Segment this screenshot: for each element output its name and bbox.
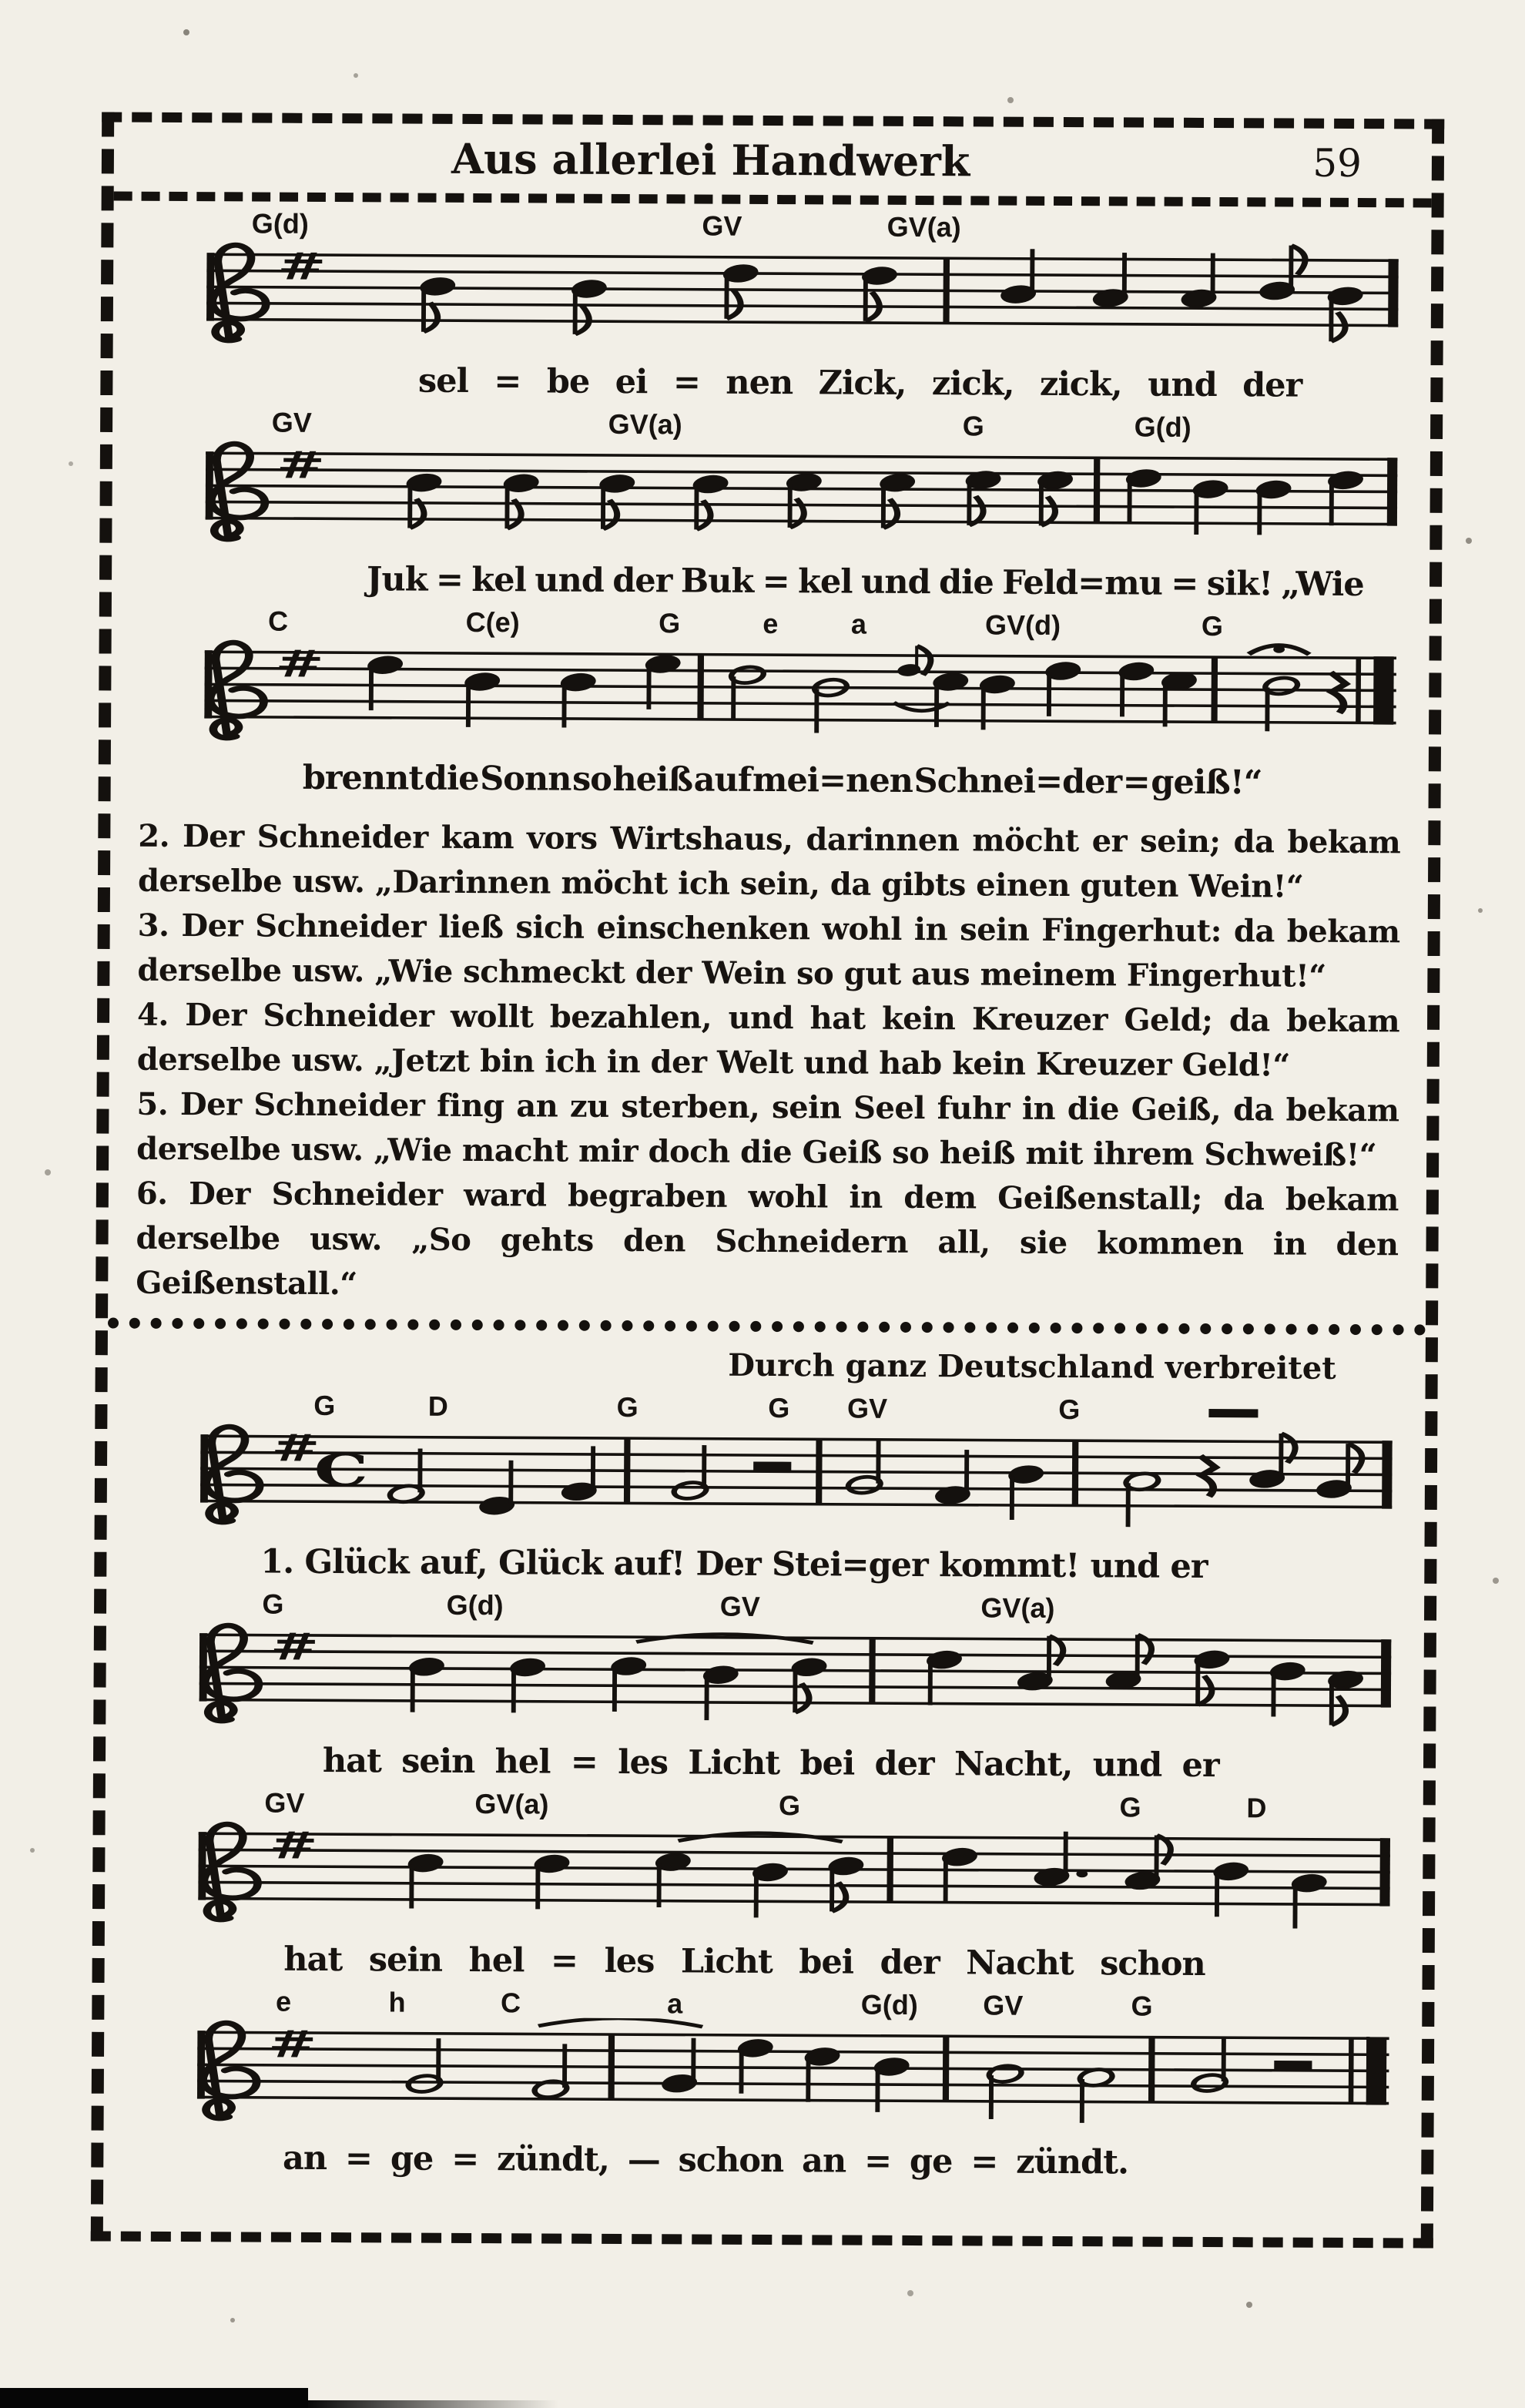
staff-system <box>132 1785 1396 1986</box>
verse: 5. Der Schneider fing an zu sterben, sein Seel fuhr in die Geiß, da bekam derselbe usw. „Wie macht mir doch die Geiß so heiß mit ihrem Schweiß!“ <box>136 1085 1399 1174</box>
staff-system <box>131 1984 1394 2185</box>
treble-clef-icon <box>210 642 264 738</box>
chord-row <box>141 206 1403 245</box>
scan-artifact-bar <box>0 2388 308 2408</box>
attribution: Durch ganz Deutschland verbreitet <box>728 1347 1336 1387</box>
lyric-syllable: auf, <box>419 1543 488 1583</box>
lyrics-line <box>140 360 1403 407</box>
lyric-syllable: = <box>1122 763 1150 802</box>
chord-label: GV(d) <box>984 609 1061 641</box>
chord-row <box>134 1586 1396 1625</box>
treble-clef-icon <box>212 245 266 340</box>
lyric-syllable: ei <box>615 362 648 402</box>
lyric-syllable: Nacht, <box>954 1745 1073 1785</box>
lyric-syllable: geiß!“ <box>1151 763 1262 803</box>
lyric-syllable: = <box>435 560 464 599</box>
lyric-syllable: und <box>1090 1547 1160 1586</box>
lyric-syllable: ge <box>390 2139 434 2178</box>
chord-label: a <box>850 608 867 640</box>
lyric-syllable: bei <box>799 1744 855 1783</box>
lyric-syllable: = <box>344 2139 373 2178</box>
chord-label: GV <box>719 1590 760 1622</box>
staff-system <box>140 206 1403 407</box>
music-staff-svg <box>131 2016 1394 2145</box>
key-signature-sharp-icon: # <box>271 1425 320 1471</box>
lyric-syllable: ge <box>909 2141 953 2182</box>
lyric-syllable: „Wie <box>1281 565 1364 605</box>
lyric-syllable: kel <box>471 560 527 600</box>
lyric-syllable: zick, <box>1039 364 1122 404</box>
lyric-syllable: Juk <box>366 560 427 599</box>
lyric-syllable: be <box>546 362 590 401</box>
key-signature-sharp-icon: # <box>267 2021 317 2067</box>
lyrics-line <box>131 2138 1393 2185</box>
lyric-syllable: Licht <box>688 1743 780 1783</box>
lyric-syllable: heiß <box>612 760 693 800</box>
lyric-syllable: = <box>570 1742 598 1782</box>
chord-label: GV <box>271 406 312 438</box>
lyric-syllable: Zick, <box>818 364 907 403</box>
lyric-syllable: = <box>550 1941 578 1980</box>
music-staff-svg <box>141 238 1404 367</box>
chord-label: G <box>962 410 984 442</box>
treble-clef-icon <box>204 1824 258 1920</box>
staff-system <box>134 1387 1397 1588</box>
lyric-syllable: = <box>863 2141 892 2181</box>
song2-staves <box>131 1387 1397 2185</box>
music-staff-svg <box>139 636 1402 764</box>
lyric-syllable: er <box>1170 1547 1208 1586</box>
treble-clef-icon <box>205 1625 259 1721</box>
verse: 3. Der Schneider ließ sich einschenken wohl in sein Fingerhut: da bekam derselbe usw. „Wie schmeckt der Wein so gut aus meinem Fingerhut!“ <box>137 907 1400 994</box>
chord-row <box>133 1785 1396 1824</box>
lyric-syllable: sel <box>417 361 469 401</box>
lyric-syllable: — <box>627 2141 660 2180</box>
treble-clef-icon <box>211 444 265 539</box>
music-staff-svg <box>133 1618 1396 1747</box>
page-header <box>142 122 1404 199</box>
lyric-syllable: les <box>618 1742 669 1783</box>
lyric-syllable: 1. <box>260 1542 294 1581</box>
page-title: Aus allerlei Handwerk <box>451 133 970 186</box>
lyric-syllable: = <box>762 562 789 602</box>
lyric-syllable: an <box>801 2141 846 2181</box>
lyrics-line <box>139 757 1401 804</box>
key-signature-sharp-icon: # <box>275 641 324 686</box>
chord-label: D <box>427 1390 448 1422</box>
key-signature-sharp-icon: # <box>277 243 327 289</box>
lyric-syllable: hel <box>494 1742 551 1782</box>
chord-label: GV <box>702 210 742 242</box>
lyric-syllable: kel <box>797 562 853 602</box>
chord-label: GV <box>846 1392 888 1424</box>
lyric-syllable: mei=nen <box>752 760 913 800</box>
lyric-syllable: sik! <box>1206 564 1273 604</box>
chord-label: G(d) <box>1134 411 1192 443</box>
lyric-syllable: Glück <box>304 1542 409 1582</box>
lyric-syllable: Stei=ger <box>771 1545 928 1585</box>
key-signature-sharp-icon: # <box>269 1823 318 1868</box>
lyric-syllable: der <box>612 561 672 601</box>
chord-label: e <box>762 607 779 640</box>
chord-label: G <box>659 607 681 639</box>
lyric-syllable: hat <box>283 1940 343 1980</box>
chord-label: G(d) <box>446 1588 504 1622</box>
lyric-syllable: schon <box>678 2141 784 2181</box>
lyric-syllable: an <box>282 2138 327 2178</box>
lyric-syllable: = <box>451 2139 479 2179</box>
lyric-syllable: Sonn <box>480 760 571 799</box>
lyric-syllable: les <box>604 1941 655 1981</box>
lyrics-line <box>134 1541 1396 1588</box>
lyrics-line <box>139 558 1402 605</box>
treble-clef-icon <box>206 1427 260 1522</box>
staff-system <box>139 404 1403 605</box>
chord-label: e <box>275 1985 292 2017</box>
lyric-syllable: zündt, <box>496 2140 610 2179</box>
chord-label: GV(a) <box>474 1788 549 1820</box>
lyric-syllable: Feld=mu <box>1002 563 1163 603</box>
verse: 4. Der Schneider wollt bezahlen, und hat kein Kreuzer Geld; da bekam derselbe usw. „Jetzt bin ich in der Welt und hab kein Kreuzer Geld!“ <box>136 996 1400 1084</box>
chord-label: C <box>267 605 289 637</box>
page-number: 59 <box>1312 140 1362 186</box>
lyric-syllable: und <box>1092 1746 1162 1785</box>
lyric-syllable: sein <box>368 1940 443 1980</box>
verse: 2. Der Schneider kam vors Wirtshaus, darinnen möcht er sein; da bekam derselbe usw. „Darinnen möcht ich sein, da gibts einen guten Wein!“ <box>137 817 1401 905</box>
chord-label: G <box>262 1588 284 1620</box>
lyric-syllable: = <box>672 363 701 402</box>
lyric-syllable: schon <box>1100 1944 1205 1984</box>
lyric-syllable: hel <box>468 1940 525 1980</box>
chord-label: GV <box>264 1786 305 1819</box>
chord-label: a <box>667 1987 683 2020</box>
music-staff-svg <box>139 437 1403 565</box>
lyric-syllable: auf <box>693 760 752 800</box>
lyric-syllable: zick, <box>931 364 1014 404</box>
chord-label: G <box>1119 1791 1141 1823</box>
chord-label: G <box>1201 609 1224 642</box>
song1-staves <box>139 206 1404 804</box>
treble-clef-icon <box>203 2023 256 2118</box>
lyric-syllable: = <box>1171 564 1198 603</box>
lyric-syllable: Buk <box>680 562 754 601</box>
lyric-syllable: kommt! <box>938 1546 1080 1586</box>
chord-row <box>135 1387 1397 1427</box>
chord-label: D <box>1246 1792 1267 1824</box>
chord-row <box>132 1984 1394 2023</box>
lyric-syllable: die <box>938 563 994 602</box>
staff-system <box>133 1586 1396 1787</box>
chord-label: GV(a) <box>980 1591 1055 1624</box>
lyric-syllable: Nacht <box>966 1944 1074 1984</box>
staff-system <box>139 603 1402 804</box>
key-signature-sharp-icon: # <box>276 442 326 488</box>
lyric-syllable: er <box>1181 1746 1219 1786</box>
key-signature-sharp-icon: # <box>270 1624 320 1669</box>
song-section-steiger <box>131 1343 1398 2185</box>
lyrics-line <box>133 1740 1396 1787</box>
lyric-syllable: so <box>571 760 612 799</box>
lyric-syllable: zündt. <box>1016 2142 1129 2182</box>
chord-label: GV <box>983 1989 1024 2021</box>
time-signature: C <box>313 1444 369 1497</box>
chord-label: GV(a) <box>887 210 961 243</box>
chord-label: GV(a) <box>608 407 682 441</box>
chord-label: G(d) <box>251 207 309 240</box>
chord-label: C(e) <box>465 605 520 639</box>
lyrics-line <box>132 1939 1395 1986</box>
chord-label: G <box>1058 1393 1081 1426</box>
verse-block <box>136 814 1400 1313</box>
lyric-syllable: brennt <box>302 758 424 798</box>
music-staff-svg <box>132 1817 1396 1946</box>
lyric-syllable: Glück <box>498 1544 603 1583</box>
chord-label: h <box>388 1986 406 2018</box>
chord-row <box>139 603 1402 642</box>
lyric-syllable: sein <box>401 1742 475 1782</box>
chord-row <box>140 404 1403 444</box>
lyric-syllable: = <box>970 2142 998 2182</box>
lyric-syllable: und <box>860 562 930 602</box>
lyric-syllable: Schnei=der <box>913 761 1122 802</box>
lyric-syllable: der <box>874 1744 934 1784</box>
chord-label: G <box>313 1389 336 1422</box>
song-section-schneider <box>136 206 1403 1313</box>
lyric-syllable: der <box>1242 366 1302 405</box>
lyric-syllable: = <box>494 362 521 401</box>
scan-speckles <box>0 0 3 3</box>
music-staff-svg <box>135 1420 1398 1548</box>
section-divider <box>108 1318 1426 1336</box>
page-border-frame <box>91 112 1444 2248</box>
chord-label: G(d) <box>860 1988 918 2021</box>
lyric-syllable: Licht <box>680 1942 773 1982</box>
chord-label: G <box>1131 1990 1153 2022</box>
chord-label: C <box>500 1987 521 2019</box>
lyric-syllable: bei <box>799 1943 854 1982</box>
scan-artifact-bar-fade <box>304 2400 558 2408</box>
lyric-syllable: auf! <box>613 1544 685 1584</box>
lyric-syllable: und <box>1148 365 1217 405</box>
held-note-dash <box>1208 1409 1258 1417</box>
lyric-syllable: der <box>880 1943 940 1983</box>
chord-label: G <box>778 1789 801 1822</box>
chord-label: G <box>768 1392 790 1424</box>
verse: 6. Der Schneider ward begraben wohl in dem Geißenstall; da bekam derselbe usw. „So gehts den Schneidern all, sie kommen in den Geißenstall.“ <box>136 1175 1399 1303</box>
lyric-syllable: nen <box>726 363 793 403</box>
chord-label: G <box>616 1390 638 1424</box>
lyric-syllable: Der <box>695 1544 761 1584</box>
lyric-syllable: hat <box>322 1741 382 1781</box>
lyric-syllable: die <box>424 759 479 799</box>
lyric-syllable: und <box>535 561 605 600</box>
